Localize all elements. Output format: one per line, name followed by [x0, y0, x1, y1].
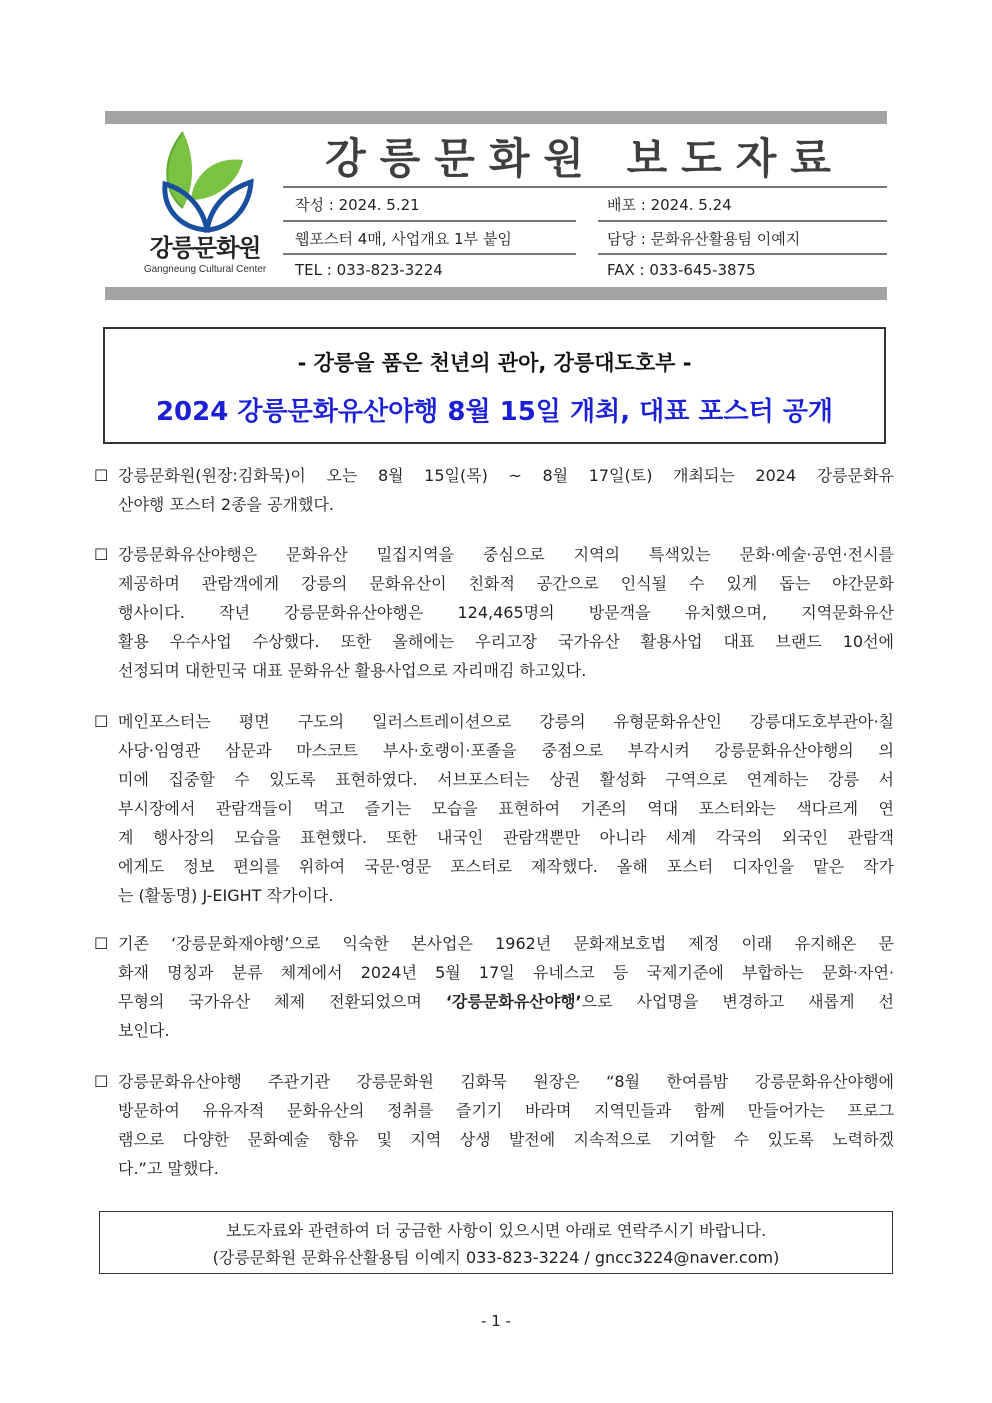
headline-box	[103, 327, 886, 444]
paragraph-line: 강릉문화원(원장:김화묵)이 오는 8월 15일(목) ~ 8월 17일(토) 개최되는 2024 강릉문화유	[118, 466, 894, 485]
paragraph-line: 선정되며 대한민국 대표 문화유산 활용사업으로 자리매김 하고있다.	[118, 661, 587, 680]
paragraph-line: 사당·임영관 삼문과 마스코트 부사·호랭이·포졸을 중점으로 부각시켜 강릉문화유산야행의 의	[118, 741, 894, 760]
paragraph-line: 메인포스터는 평면 구도의 일러스트레이션으로 강릉의 유형문화유산인 강릉대도호부관아·칠	[118, 712, 894, 731]
checkbox-bullet-icon: ☐	[94, 712, 109, 731]
paragraph-4	[94, 929, 900, 1045]
checkbox-bullet-icon: ☐	[94, 545, 109, 564]
info-divider	[598, 220, 887, 222]
paragraph-line: 무형의 국가유산 체제 전환되었으며 ‘강릉문화유산야행’으로 사업명을 변경하고 새롭게 선	[118, 992, 895, 1011]
document-title: 강릉문화원 보도자료	[325, 134, 845, 183]
tel-number: TEL : 033-823-3224	[295, 261, 443, 279]
paragraph-line: 화재 명칭과 분류 체계에서 2024년 5월 17일 유네스코 등 국제기준에 부합하는 문화·자연·	[118, 963, 894, 982]
bold-program-name: ‘강릉문화유산야행’	[445, 992, 582, 1011]
distribution-date: 배포 : 2024. 5.24	[607, 196, 732, 214]
written-date: 작성 : 2024. 5.21	[295, 196, 420, 214]
paragraph-line: 램으로 다양한 문화예술 향유 및 지역 상생 발전에 지속적으로 기여할 수 있도록 노력하겠	[118, 1130, 894, 1149]
paragraph-line: 기존 ‘강릉문화재야행’으로 익숙한 본사업은 1962년 문화재보호법 제정 이래 유지해온 문	[118, 934, 894, 953]
paragraph-line: 미에 집중할 수 있도록 표현하였다. 서브포스터는 상권 활성화 구역으로 연계하는 강릉 서	[118, 770, 894, 789]
paragraph-line: 는 (활동명) J-EIGHT 작가이다.	[118, 886, 334, 905]
paragraph-line: 활용 우수사업 수상했다. 또한 올해에는 우리고장 국가유산 활용사업 대표 브랜드 10선에	[118, 632, 894, 651]
checkbox-bullet-icon: ☐	[94, 466, 109, 485]
paragraph-2	[94, 540, 900, 685]
contact-box	[99, 1211, 893, 1274]
paragraph-line: 방문하여 유유자적 문화유산의 정취를 즐기기 바라며 지역민들과 함께 만들어가는 프로그	[118, 1101, 894, 1120]
header-top-bar	[105, 111, 887, 124]
header-bottom-bar	[105, 287, 887, 300]
main-headline: 2024 강릉문화유산야행 8월 15일 개최, 대표 포스터 공개	[155, 397, 834, 427]
paragraph-line: 에게도 정보 편의를 위하여 국문·영문 포스터로 제작했다. 올해 포스터 디자인을 맡은 작가	[118, 857, 894, 876]
leaf-logo-icon	[153, 130, 257, 238]
paragraph-5	[94, 1067, 900, 1183]
checkbox-bullet-icon: ☐	[94, 1072, 109, 1091]
paragraph-line: 산야행 포스터 2종을 공개했다.	[118, 495, 334, 514]
sub-headline: - 강릉을 품은 천년의 관아, 강릉대도호부 -	[297, 351, 692, 375]
contact-notice: 보도자료와 관련하여 더 궁금한 사항이 있으시면 아래로 연락주시기 바랍니다.	[225, 1221, 767, 1240]
contact-details: (강릉문화원 문화유산활용팀 이예지 033-823-3224 / gncc3224@naver.com)	[212, 1248, 780, 1267]
attachments: 웹포스터 4매, 사업개요 1부 붙임	[295, 230, 512, 248]
paragraph-line: 보인다.	[118, 1021, 170, 1040]
page-number: - 1 -	[481, 1312, 511, 1330]
contact-person: 담당 : 문화유산활용팀 이예지	[607, 230, 801, 248]
fax-number: FAX : 033-645-3875	[607, 261, 756, 279]
paragraph-1	[94, 461, 900, 519]
paragraph-line: 강릉문화유산야행은 문화유산 밀집지역을 중심으로 지역의 특색있는 문화·예술·공연·전시를	[118, 545, 894, 564]
org-logo	[105, 124, 283, 287]
org-name: 강릉문화원	[149, 234, 261, 262]
info-divider	[283, 186, 887, 188]
org-name-english: Gangneung Cultural Center	[143, 264, 267, 275]
paragraph-line: 다.”고 말했다.	[118, 1159, 219, 1178]
paragraph-line: 계 행사장의 모습을 표현했다. 또한 내국인 관람객뿐만 아니라 세계 각국의 외국인 관람객	[118, 828, 894, 847]
paragraph-3	[94, 707, 900, 910]
info-divider	[283, 220, 576, 222]
checkbox-bullet-icon: ☐	[94, 934, 109, 953]
info-divider	[283, 253, 576, 255]
paragraph-line: 부시장에서 관람객들이 먹고 즐기는 모습을 표현하여 기존의 역대 포스터와는 색다르게 연	[118, 799, 894, 818]
paragraph-line: 제공하며 관람객에게 강릉의 문화유산이 친화적 공간으로 인식될 수 있게 돕는 야간문화	[118, 574, 894, 593]
info-divider	[598, 253, 887, 255]
paragraph-line: 행사이다. 작년 강릉문화유산야행은 124,465명의 방문객을 유치했으며, 지역문화유산	[118, 603, 894, 622]
paragraph-line: 강릉문화유산야행 주관기관 강릉문화원 김화묵 원장은 “8월 한여름밤 강릉문화유산야행에	[118, 1072, 894, 1091]
